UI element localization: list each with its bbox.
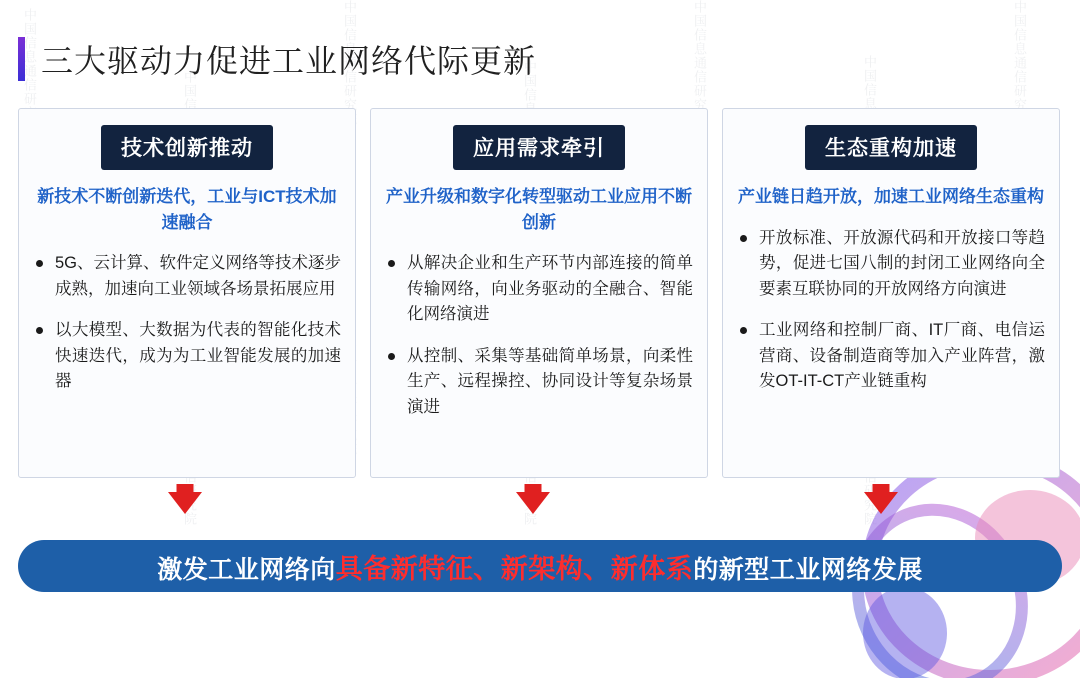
list-item: 开放标准、开放源代码和开放接口等趋势，促进七国八制的封闭工业网络向全要素互联协同的开放网络方向演进 <box>737 226 1045 303</box>
arrow-cell <box>18 492 352 514</box>
banner-highlight: 具备新特征、新架构、新体系 <box>335 553 694 584</box>
driver-cards <box>18 108 1062 478</box>
list-item: 从控制、采集等基础简单场景，向柔性生产、远程操控、协同设计等复杂场景演进 <box>385 344 693 421</box>
list-item: 工业网络和控制厂商、IT厂商、电信运营商、设备制造商等加入产业阵营，激发OT-IT-CT产业链重构 <box>737 318 1045 395</box>
card-header-label: 生态重构加速 <box>805 125 977 170</box>
card-bullet-list <box>385 251 693 420</box>
driver-card-technology <box>18 108 356 478</box>
card-bullet-list <box>737 226 1045 395</box>
watermark-text: 中国信息通信研究院 <box>1012 0 1027 126</box>
card-bullet-list <box>33 251 341 395</box>
banner-text <box>157 547 923 586</box>
title-accent-bar <box>18 37 25 81</box>
list-item: 以大模型、大数据为代表的智能化技术快速迭代，成为为工业智能发展的加速器 <box>33 318 341 395</box>
conclusion-banner <box>18 540 1062 592</box>
card-header-label: 应用需求牵引 <box>453 125 625 170</box>
card-subtitle: 产业升级和数字化转型驱动工业应用不断创新 <box>386 187 692 232</box>
arrow-row <box>18 492 1062 514</box>
arrow-cell <box>366 492 700 514</box>
arrow-cell <box>714 492 1048 514</box>
watermark-text: 中国信息通信研究院 <box>22 8 37 134</box>
watermark-text: 中国信息通信研究院 <box>692 0 707 126</box>
banner-suffix: 的新型工业网络发展 <box>693 555 923 584</box>
card-header-label: 技术创新推动 <box>101 125 273 170</box>
watermark-text: 中国信息通信研究院 <box>342 0 357 126</box>
down-arrow-icon <box>516 492 550 514</box>
page-title: 三大驱动力促进工业网络代际更新 <box>41 43 537 79</box>
card-header <box>737 125 1045 170</box>
banner-prefix: 激发工业网络向 <box>157 555 336 584</box>
list-item: 从解决企业和生产环节内部连接的简单传输网络，向业务驱动的全融合、智能化网络演进 <box>385 251 693 328</box>
slide-title-row <box>18 36 536 82</box>
down-arrow-icon <box>168 492 202 514</box>
driver-card-ecosystem <box>722 108 1060 478</box>
card-header <box>385 125 693 170</box>
card-subtitle: 新技术不断创新迭代，工业与ICT技术加速融合 <box>37 187 337 232</box>
driver-card-application <box>370 108 708 478</box>
down-arrow-icon <box>864 492 898 514</box>
list-item: 5G、云计算、软件定义网络等技术逐步成熟，加速向工业领域各场景拓展应用 <box>33 251 341 302</box>
card-header <box>33 125 341 170</box>
card-subtitle: 产业链日趋开放，加速工业网络生态重构 <box>738 187 1044 206</box>
